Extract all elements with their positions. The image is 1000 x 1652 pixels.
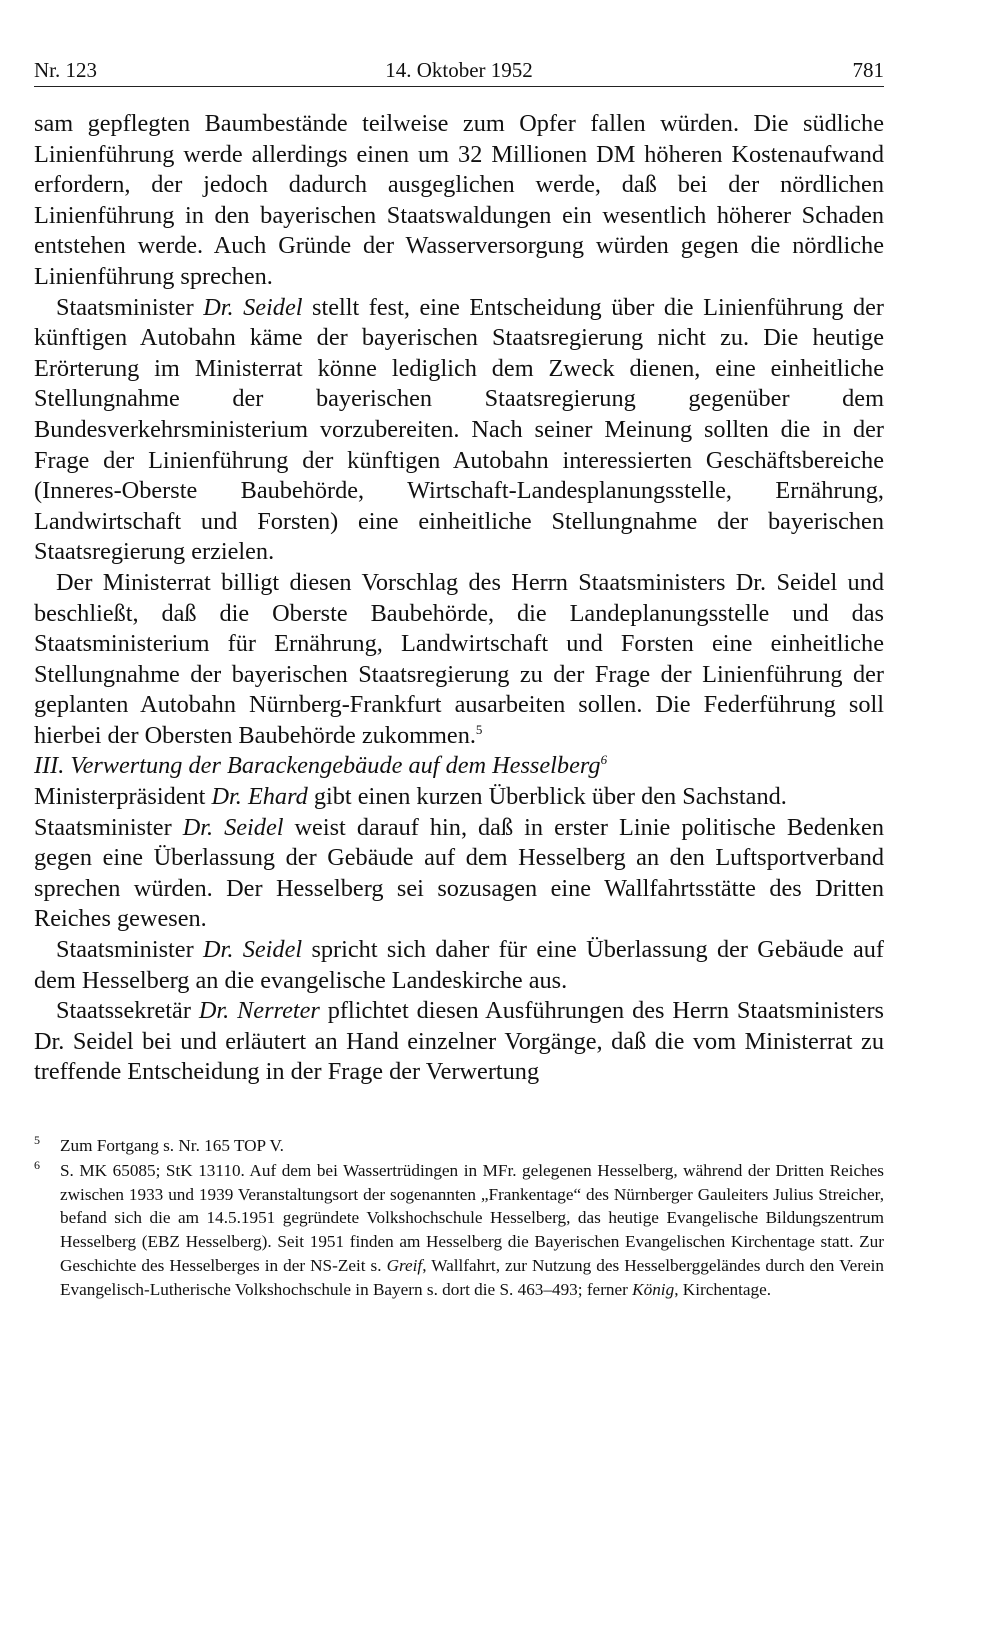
speaker-name: Dr. Seidel (203, 293, 303, 321)
footnotes (34, 1134, 884, 1302)
paragraph: Staatsminister Dr. Seidel stellt fest, eine Entscheidung über die Linienführung der künftigen Autobahn käme der bayerischen Staatsregierung nicht zu. Die heutige Erörterung im Ministerrat könne lediglich dem Zweck dienen, eine einheitliche Stellungnahme der bayerischen Staatsregierung gegenüber dem Bundesverkehrsministerium vorzubereiten. Nach seiner Meinung sollten die in der Frage der Linienführung der künftigen Autobahn interessierten Geschäftsbereiche (Inneres-Oberste Baubehörde, Wirtschaft-Landesplanungsstelle, Ernährung, Landwirtschaft und Forsten) eine einheitliche Stellungnahme der bayerischen Staatsregierung erzielen. (34, 293, 884, 566)
footnote-5: 5 Zum Fortgang s. Nr. 165 TOP V. (34, 1134, 884, 1158)
citation-author: König (632, 1279, 675, 1299)
paragraph: sam gepflegten Baumbestände teilweise zum Opfer fallen würden. Die südliche Linienführung werde allerdings einen um 32 Millionen DM höheren Kostenaufwand erfordern, der jedoch dadurch ausgeglichen werde, daß bei der nördlichen Linienführung in den bayerischen Staatswaldungen ein wesentlich höherer Schaden entstehen werde. Auch Gründe der Wasserversorgung würden gegen die nördliche Linienführung sprechen. (34, 110, 884, 290)
document-page (34, 52, 884, 1303)
document-number: Nr. 123 (34, 58, 97, 82)
speaker-name: Dr. Nerreter (198, 997, 320, 1025)
body-text (34, 109, 884, 1088)
speaker-name: Dr. Ehard (211, 783, 308, 811)
paragraph: Der Ministerrat billigt diesen Vorschlag des Herrn Staatsministers Dr. Seidel und beschließt, daß die Oberste Baubehörde, die Landeplanungsstelle und das Staatsministerium für Ernährung, Landwirtschaft und Forsten eine einheitliche Stellungnahme der bayerischen Staatsregierung zu der Frage der Linienführung der geplanten Autobahn Nürnberg-Frankfurt ausarbeiten sollen. Die Federführung soll hierbei der Obersten Baubehörde zukommen.$^5$ (34, 568, 884, 749)
footnote-6: 6 S. MK 65085; StK 13110. Auf dem bei Wassertrüdingen in MFr. gelegenen Hesselberg, während der Dritten Reiches zwischen 1933 und 1939 Veranstaltungsort der sogenannten „Frankentage“ des Nürnberger Gauleiters Julius Streicher, befand sich die am 14.5.1951 gegründete Volkshochschule Hesselberg, das heutige Evangelische Bildungszentrum Hesselberg (EBZ Hesselberg). Seit 1951 finden am Hesselberg die Bayerischen Evangelischen Kirchentage statt. Zur Geschichte des Hesselberges in der NS-Zeit s. Greif, Wallfahrt, zur Nutzung des Hesselberggeländes durch den Verein Evangelisch-Lutherische Volkshochschule in Bayern s. dort die S. 463–493; ferner König, Kirchentage. (34, 1159, 884, 1302)
footnote-reference[interactable]: 5 (475, 721, 483, 737)
page-number: 781 (852, 58, 884, 82)
paragraph: Staatssekretär Dr. Nerreter pflichtet diesen Ausführungen des Herrn Staatsministers Dr. Seidel bei und erläutert an Hand einzelner Vorgänge, daß die vom Ministerrat zu treffende Entscheidung in der Frage der Verwertung (34, 997, 884, 1086)
paragraph: Ministerpräsident Dr. Ehard gibt einen kurzen Überblick über den Sachstand. (34, 783, 787, 811)
footnote-reference[interactable]: 6 (600, 752, 608, 768)
paragraph: Staatsminister Dr. Seidel spricht sich daher für eine Überlassung der Gebäude auf dem Hesselberg an die evangelische Landeskirche aus. (34, 936, 885, 994)
section-heading: III. Verwertung der Barackengebäude auf dem Hesselberg$^6$ (34, 752, 608, 780)
speaker-name: Dr. Seidel (203, 936, 303, 964)
running-header (34, 52, 884, 87)
citation-author: Greif (386, 1255, 423, 1275)
footnote-marker: 6 (34, 1157, 40, 1172)
document-date: 14. Oktober 1952 (385, 58, 533, 82)
footnote-marker: 5 (34, 1133, 40, 1147)
speaker-name: Dr. Seidel (182, 813, 284, 841)
paragraph: Staatsminister Dr. Seidel weist darauf hin, daß in erster Linie politische Bedenken gegen eine Überlassung der Gebäude auf dem Hesselberg an den Luftsportverband sprechen würden. Der Hesselberg sei sozusagen eine Wallfahrtsstätte des Dritten Reiches gewesen. (34, 813, 884, 933)
